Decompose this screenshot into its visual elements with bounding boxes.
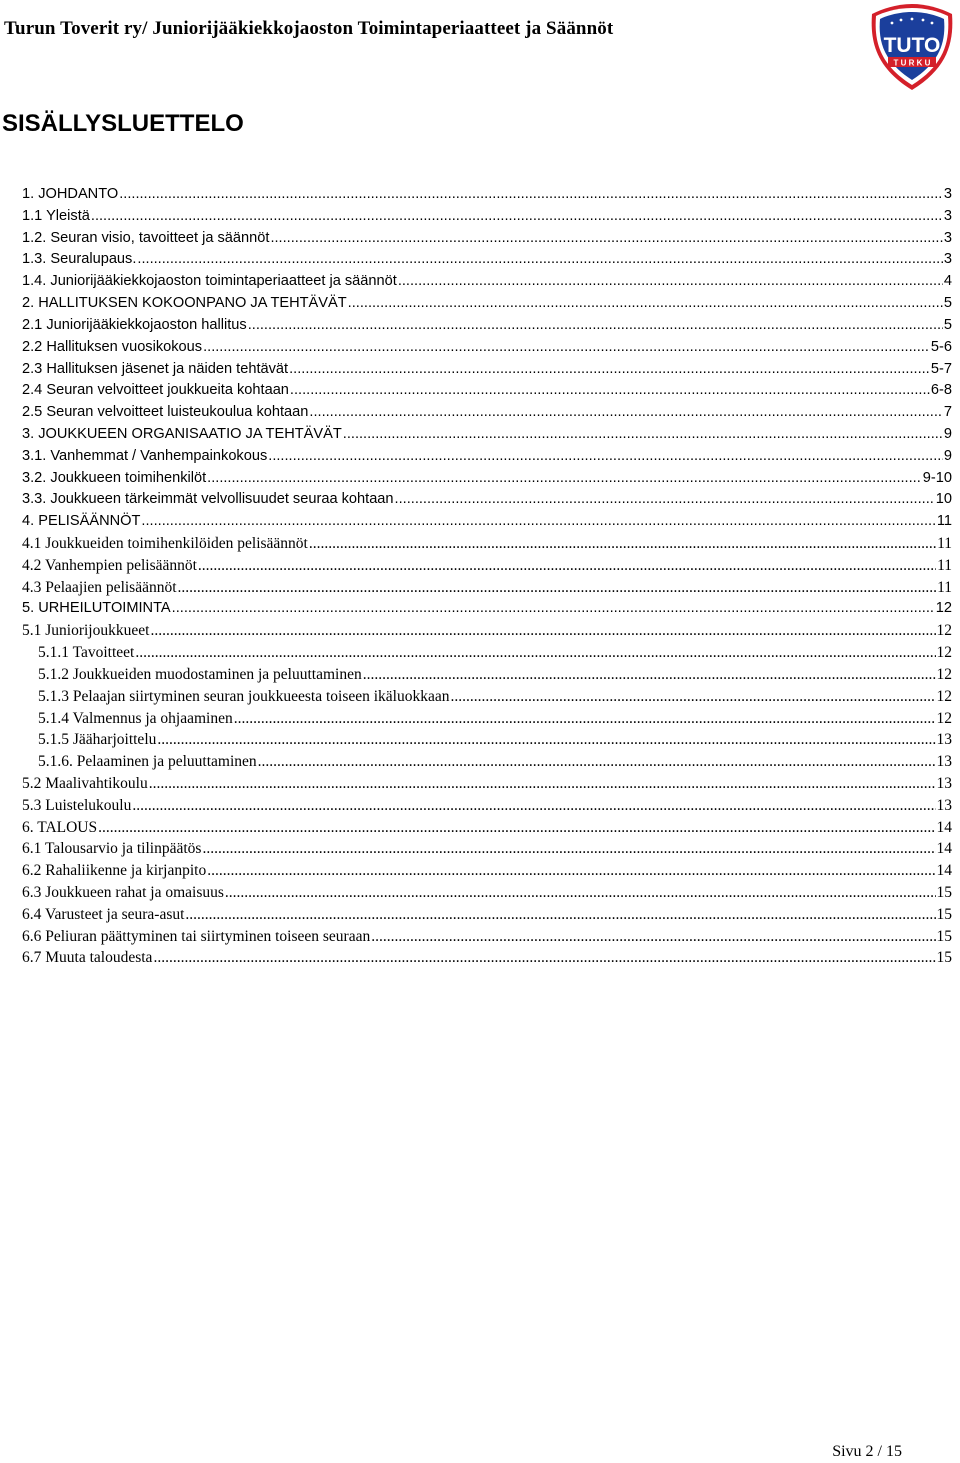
toc-dot-leader xyxy=(141,511,935,533)
toc-entry-label: 5.3 Luistelukoulu xyxy=(22,796,132,814)
toc-entry[interactable] xyxy=(0,620,960,642)
toc-entry-label: 6.4 Varusteet ja seura-asut xyxy=(22,905,185,923)
toc-entry[interactable] xyxy=(0,598,960,620)
toc-dot-leader xyxy=(290,380,930,402)
toc-entry[interactable] xyxy=(0,904,960,926)
toc-entry[interactable] xyxy=(0,926,960,948)
toc-entry-label: 4.2 Vanhempien pelisäännöt xyxy=(22,556,197,574)
toc-entry[interactable] xyxy=(0,642,960,664)
toc-entry[interactable] xyxy=(0,293,960,315)
toc-entry-label: 6.3 Joukkueen rahat ja omaisuus xyxy=(22,884,224,901)
page-title: SISÄLLYSLUETTELO xyxy=(2,110,244,137)
toc-entry-label: 2.5 Seuran velvoitteet luisteukoulua kohtaan xyxy=(22,404,309,421)
toc-entry[interactable] xyxy=(0,577,960,599)
toc-entry[interactable] xyxy=(0,817,960,839)
toc-entry[interactable] xyxy=(0,359,960,381)
toc-entry-page-number: 15 xyxy=(936,927,952,945)
toc-dot-leader xyxy=(137,249,942,271)
toc-entry-page-number: 15 xyxy=(936,884,952,901)
toc-entry-page-number: 12 xyxy=(936,709,952,727)
toc-entry[interactable] xyxy=(0,511,960,533)
toc-entry[interactable] xyxy=(0,751,960,773)
toc-dot-leader xyxy=(225,882,936,904)
toc-dot-leader xyxy=(185,904,935,926)
toc-dot-leader xyxy=(150,620,935,642)
toc-entry[interactable] xyxy=(0,947,960,969)
page-number: Sivu 2 / 15 xyxy=(832,1443,902,1460)
toc-dot-leader xyxy=(395,489,935,511)
toc-entry-page-number: 15 xyxy=(936,905,952,923)
toc-entry-label: 1.4. Juniorijääkiekkojaoston toimintaperiaatteet ja säännöt xyxy=(22,273,397,290)
toc-entry[interactable] xyxy=(0,228,960,250)
toc-entry-page-number: 13 xyxy=(936,731,952,749)
toc-dot-leader xyxy=(363,664,936,686)
toc-entry-page-number: 7 xyxy=(943,404,952,421)
toc-entry-page-number: 12 xyxy=(935,600,952,617)
tuto-crest-icon xyxy=(868,2,956,92)
toc-entry[interactable] xyxy=(0,729,960,751)
toc-entry[interactable] xyxy=(0,489,960,511)
toc-entry-page-number: 9 xyxy=(943,425,952,442)
toc-entry-page-number: 9-10 xyxy=(922,469,952,486)
toc-dot-leader xyxy=(309,533,936,555)
toc-entry-label: 2. HALLITUKSEN KOKOONPANO JA TEHTÄVÄT xyxy=(22,295,347,312)
toc-entry[interactable] xyxy=(0,795,960,817)
toc-entry[interactable] xyxy=(0,424,960,446)
toc-entry[interactable] xyxy=(0,271,960,293)
toc-entry[interactable] xyxy=(0,686,960,708)
toc-entry[interactable] xyxy=(0,664,960,686)
toc-entry-page-number: 14 xyxy=(936,840,952,858)
toc-entry[interactable] xyxy=(0,337,960,359)
toc-entry-label: 1.3. Seuralupaus. xyxy=(22,251,137,268)
toc-dot-leader xyxy=(348,293,943,315)
toc-dot-leader xyxy=(207,860,935,882)
toc-entry-label: 4.3 Pelaajien pelisäännöt xyxy=(22,578,177,596)
logo-sub-text: T U R K U xyxy=(893,58,931,68)
toc-entry-page-number: 11 xyxy=(937,556,952,574)
toc-entry-label: 6.6 Peliuran päättyminen tai siirtyminen toiseen seuraan xyxy=(22,927,371,945)
toc-entry-page-number: 13 xyxy=(936,774,952,792)
toc-entry-label: 3.3. Joukkueen tärkeimmät velvollisuudet seuraa kohtaan xyxy=(22,491,394,508)
toc-entry-page-number: 11 xyxy=(937,578,952,596)
toc-entry-label: 5. URHEILUTOIMINTA xyxy=(22,600,171,617)
toc-dot-leader xyxy=(270,228,942,250)
toc-entry-page-number: 13 xyxy=(936,796,952,814)
toc-entry-page-number: 9 xyxy=(943,447,952,464)
toc-dot-leader xyxy=(132,795,935,817)
toc-entry-page-number: 5-6 xyxy=(930,338,952,355)
toc-entry[interactable] xyxy=(0,402,960,424)
toc-dot-leader xyxy=(343,424,943,446)
toc-entry[interactable] xyxy=(0,446,960,468)
toc-dot-leader xyxy=(198,555,936,577)
toc-dot-leader xyxy=(98,817,935,839)
toc-entry-label: 1.2. Seuran visio, tavoitteet ja säännöt xyxy=(22,229,270,246)
toc-entry-label: 3.2. Joukkueen toimihenkilöt xyxy=(22,469,207,486)
toc-dot-leader xyxy=(309,402,942,424)
toc-entry-label: 4. PELISÄÄNNÖT xyxy=(22,513,141,530)
toc-entry-label: 5.1.5 Jääharjoittelu xyxy=(38,731,157,749)
toc-entry-page-number: 3 xyxy=(943,207,952,224)
toc-entry-label: 3.1. Vanhemmat / Vanhempainkokous xyxy=(22,447,268,464)
toc-entry-page-number: 4 xyxy=(943,273,952,290)
toc-dot-leader xyxy=(202,838,935,860)
toc-entry[interactable] xyxy=(0,773,960,795)
toc-entry-label: 5.1 Juniorijoukkueet xyxy=(22,622,150,640)
toc-dot-leader xyxy=(371,926,935,948)
toc-entry-label: 2.3 Hallituksen jäsenet ja näiden tehtävät xyxy=(22,360,289,377)
toc-entry[interactable] xyxy=(0,555,960,577)
toc-entry-label: 2.1 Juniorijääkiekkojaoston hallitus xyxy=(22,316,247,333)
toc-dot-leader xyxy=(172,598,935,620)
toc-entry-label: 1.1 Yleistä xyxy=(22,207,90,224)
toc-entry-page-number: 5 xyxy=(943,316,952,333)
toc-entry-page-number: 12 xyxy=(936,687,952,705)
toc-entry-label: 4.1 Joukkueiden toimihenkilöiden pelisäännöt xyxy=(22,535,308,552)
toc-dot-leader xyxy=(178,577,937,599)
toc-entry-label: 1. JOHDANTO xyxy=(22,186,119,202)
toc-entry-page-number: 5-7 xyxy=(930,360,952,377)
toc-entry-page-number: 3 xyxy=(943,251,952,268)
toc-entry[interactable] xyxy=(0,468,960,490)
toc-entry-page-number: 12 xyxy=(936,644,952,662)
toc-dot-leader xyxy=(119,184,943,206)
toc-entry[interactable] xyxy=(0,860,960,882)
toc-entry[interactable] xyxy=(0,206,960,228)
toc-entry-label: 5.1.2 Joukkueiden muodostaminen ja peluuttaminen xyxy=(38,665,362,683)
toc-entry-page-number: 14 xyxy=(936,862,952,880)
toc-dot-leader xyxy=(135,642,935,664)
toc-entry-page-number: 6-8 xyxy=(930,382,952,399)
toc-entry-page-number: 5 xyxy=(943,295,952,312)
toc-dot-leader xyxy=(203,337,930,359)
toc-entry-label: 2.2 Hallituksen vuosikokous xyxy=(22,338,203,355)
toc-dot-leader xyxy=(289,359,930,381)
toc-dot-leader xyxy=(91,206,943,228)
toc-entry-label: 3. JOUKKUEEN ORGANISAATIO JA TEHTÄVÄT xyxy=(22,425,342,442)
toc-entry-label: 5.1.6. Pelaaminen ja peluuttaminen xyxy=(38,753,257,771)
toc-entry-page-number: 11 xyxy=(937,535,952,552)
toc-dot-leader xyxy=(149,773,936,795)
toc-entry-label: 2.4 Seuran velvoitteet joukkueita kohtaan xyxy=(22,382,289,399)
toc-entry-page-number: 15 xyxy=(936,949,952,967)
toc-dot-leader xyxy=(258,751,936,773)
toc-entry[interactable] xyxy=(0,838,960,860)
toc-entry-label: 5.1.3 Pelaajan siirtyminen seuran joukkueesta toiseen ikäluokkaan xyxy=(38,687,450,705)
toc-entry-label: 5.1.1 Tavoitteet xyxy=(38,644,135,662)
toc-entry-page-number: 13 xyxy=(936,753,952,771)
toc-entry-page-number: 3 xyxy=(943,229,952,246)
toc-entry-page-number: 14 xyxy=(936,818,952,836)
toc-dot-leader xyxy=(398,271,943,293)
document-header-title: Turun Toverit ry/ Juniorijääkiekkojaoston Toimintaperiaatteet ja Säännöt xyxy=(4,18,614,39)
toc-entry-page-number: 12 xyxy=(936,665,952,683)
toc-entry[interactable] xyxy=(0,380,960,402)
toc-entry-label: 6.7 Muuta taloudesta xyxy=(22,949,153,967)
toc-dot-leader xyxy=(451,686,936,708)
toc-entry-label: 6. TALOUS xyxy=(22,818,98,836)
toc-dot-leader xyxy=(157,729,935,751)
toc-entry-label: 5.1.4 Valmennus ja ohjaaminen xyxy=(38,709,233,727)
table-of-contents xyxy=(0,184,960,969)
toc-entry-label: 5.2 Maalivahtikoulu xyxy=(22,774,148,792)
toc-entry[interactable] xyxy=(0,315,960,337)
toc-entry-page-number: 11 xyxy=(936,513,952,530)
toc-dot-leader xyxy=(207,468,922,490)
toc-entry-page-number: 3 xyxy=(943,186,952,202)
toc-entry[interactable] xyxy=(0,249,960,271)
toc-entry[interactable] xyxy=(0,533,960,555)
toc-entry-page-number: 10 xyxy=(935,491,952,508)
toc-dot-leader xyxy=(248,315,943,337)
toc-dot-leader xyxy=(234,708,936,730)
toc-entry[interactable] xyxy=(0,882,960,904)
toc-dot-leader xyxy=(153,947,935,969)
toc-dot-leader xyxy=(268,446,943,468)
toc-entry-page-number: 12 xyxy=(936,622,952,640)
toc-entry-label: 6.1 Talousarvio ja tilinpäätös xyxy=(22,840,202,858)
logo-main-text: TUTO xyxy=(883,34,941,57)
toc-entry[interactable] xyxy=(0,184,960,206)
toc-entry-label: 6.2 Rahaliikenne ja kirjanpito xyxy=(22,862,207,880)
toc-entry[interactable] xyxy=(0,708,960,730)
tuto-logo xyxy=(868,2,956,92)
